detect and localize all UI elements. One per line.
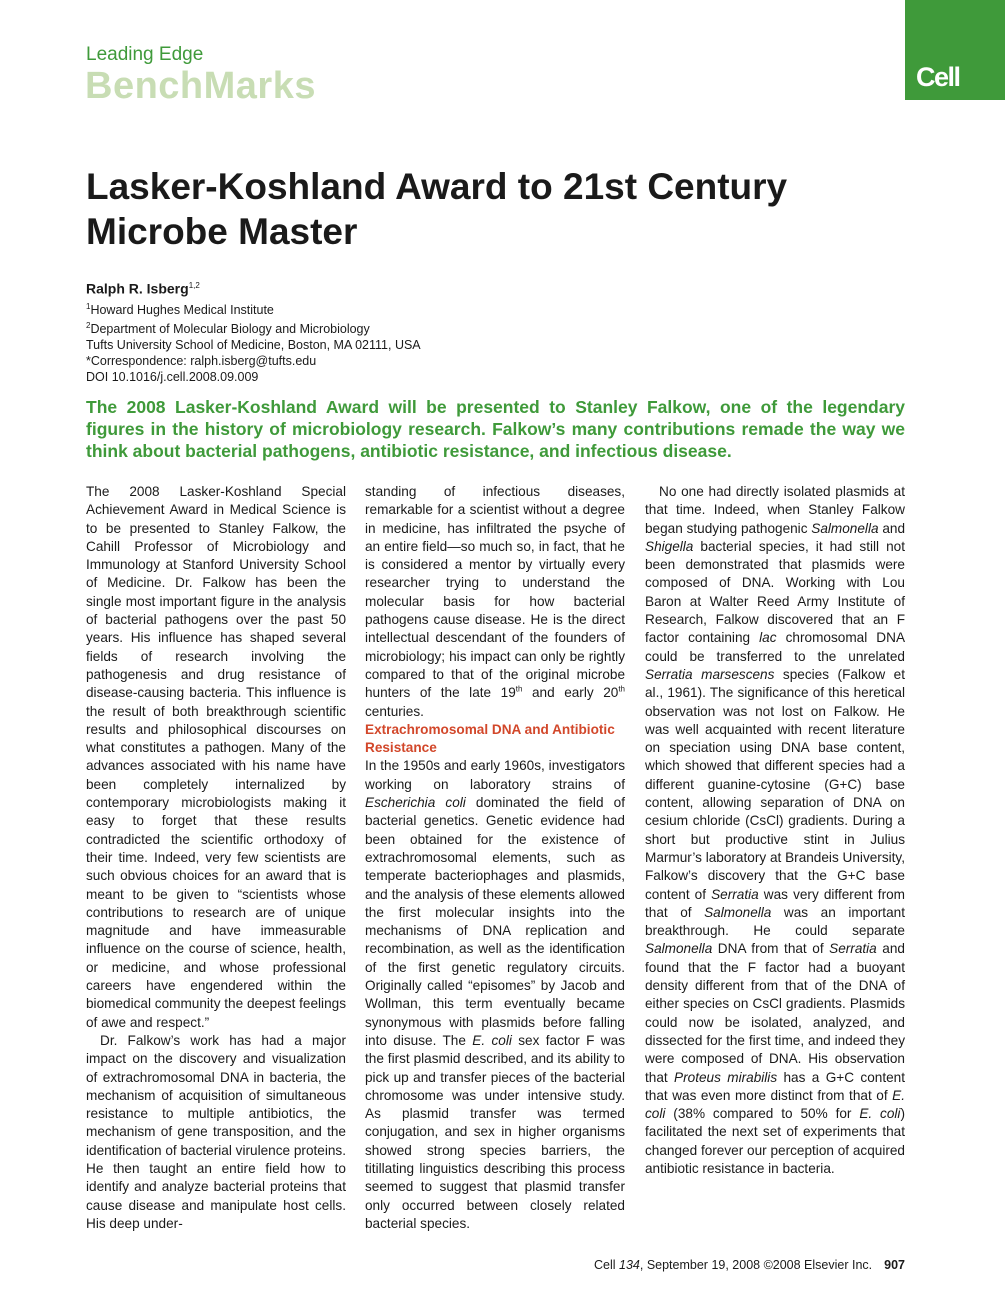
journal-logo: Cell bbox=[905, 0, 1005, 100]
page-number: 907 bbox=[884, 1258, 905, 1272]
paragraph: No one had directly isolated plasmids at that time. Indeed, when Stanley Falkow began studying pathogenic Salmonella and Shigella bacterial species, it had still not been demonstrated that plasmids were composed of DNA. Working with Lou Baron at Walter Reed Army Institute of Research, Falkow discovered that an F factor containing lac chromosomal DNA could be transferred to the unrelated Serratia marsescens species (Falkow et al., 1961). The significance of this heretical observation was not lost on Falkow. He was well acquainted with recent literature on speciation using DNA base content, which showed that different species had a different guanine-cytosine (G+C) base content, allowing separation of DNA on cesium chloride (CsCl) gradients. During a short but productive stint in Julius Marmur’s laboratory at Brandeis University, Falkow’s discovery that the G+C base content of Serratia was very different from that of Salmonella was an important breakthrough. He could separate Salmonella DNA from that of Serratia and found that the F factor had a buoyant density different from that of the DNA of either species on CsCl gradients. Plasmids could now be isolated, analyzed, and dissected for the first time, and indeed they were composed of DNA. His observation that Proteus mirabilis has a G+C content that was even more distinct from that of E. coli (38% compared to 50% for E. coli) facilitated the next set of experiments that changed forever our perception of acquired antibiotic resistance in bacteria. bbox=[645, 484, 906, 1176]
page-footer: Cell 134, September 19, 2008 ©2008 Elsevier Inc. 907 bbox=[594, 1258, 905, 1272]
paragraph: In the 1950s and early 1960s, investigators working on laboratory strains of Escherichia coli dominated the field of bacterial genetics. Genetic evidence had been obtained for the existence of extrachromosomal elements, such as temperate bacteriophages and plasmids, and the analysis of these elements allowed the first molecular insights into the mechanisms of DNA replication and recombination, as well as the identification of the first genetic regulatory circuits. Originally called “episomes” by Jacob and Wollman, this term eventually became synonymous with plasmids before falling into disuse. The E. coli sex factor F was the first plasmid described, and its ability to pick up and transfer pieces of the bacterial chromosome was under intensive study. As plasmid transfer was termed conjugation, and sex in higher organisms showed strong species barriers, the titillating linguistics describing this process seemed to suggest that plasmid transfer only occurred between closely related bacterial species. bbox=[365, 758, 625, 1231]
text-column-1 bbox=[86, 483, 346, 1233]
affiliation-1: $^1$Howard Hughes Medical Institute bbox=[86, 301, 274, 317]
article-title: Lasker-Koshland Award to 21st Century Microbe Master bbox=[86, 166, 788, 252]
section-name: BenchMarks bbox=[85, 65, 316, 107]
author-block bbox=[86, 277, 686, 385]
paragraph: The 2008 Lasker-Koshland Special Achievement Award in Medical Science is to be presented to Stanley Falkow, the Cahill Professor of Microbiology and Immunology at Stanford University School of Medicine. Dr. Falkow has been the single most important figure in the analysis of bacterial pathogens over the past 50 years. His influence has shaped several fields of research involving the pathogenesis and drug resistance of disease-causing bacteria. This influence is the result of both breakthrough scientific results and philosophical discourses on what constitutes a pathogen. Many of the advances associated with his name have been completely internalized by contemporary microbiologists making it easy to forget that these results contradicted the scientific orthodoxy of their time. Indeed, very few scientists are such obvious choices for an award that is meant to be given to “scientists whose contributions to research are of unique magnitude and have immeasurable influence on the course of science, health, or medicine, and whose professional careers have engendered within the biomedical community the deepest feelings of awe and respect.” bbox=[86, 484, 346, 1030]
affiliation-2: $^2$Department of Molecular Biology and Microbiology bbox=[86, 320, 370, 336]
text-column-2 bbox=[365, 483, 625, 1233]
text-column-3 bbox=[645, 483, 905, 1178]
section-subheading: Extrachromosomal DNA and Antibiotic Resistance bbox=[365, 721, 615, 756]
correspondence-email[interactable]: *Correspondence: ralph.isberg@tufts.edu bbox=[86, 353, 317, 368]
section-label: Leading Edge bbox=[86, 44, 204, 65]
author-name: Ralph R. Isberg$^{1,2}$ bbox=[86, 280, 200, 297]
abstract: The 2008 Lasker-Koshland Award will be presented to Stanley Falkow, one of the legendary figures in the history of microbiology research. Falkow’s many contributions remade the way we think about bacterial pathogens, antibiotic resistance, and infectious disease. bbox=[86, 397, 905, 461]
doi-link[interactable]: DOI 10.1016/j.cell.2008.09.009 bbox=[86, 369, 259, 384]
paragraph: standing of infectious diseases, remarkable for a scientist without a degree in medicine, has infiltrated the psyche of an entire field—so much so, in fact, that he is considered a mentor by virtually every researcher trying to understand the molecular basis for how bacterial pathogens cause disease. He is the direct intellectual descendant of the founders of microbiology; his impact can only be rightly compared to that of the original microbe hunters of the late 19th and early 20th centuries. bbox=[365, 484, 625, 719]
affiliation-address: Tufts University School of Medicine, Boston, MA 02111, USA bbox=[86, 337, 421, 352]
paragraph: Dr. Falkow’s work has had a major impact on the discovery and visualization of extrachromosomal DNA in bacteria, the mechanism of acquisition of simultaneous resistance to multiple antibiotics, the mechanism of gene transposition, and the identification of bacterial virulence proteins. He then taught an entire field how to identify and analyze bacterial proteins that cause disease and manipulate host cells. His deep under- bbox=[86, 1032, 346, 1231]
